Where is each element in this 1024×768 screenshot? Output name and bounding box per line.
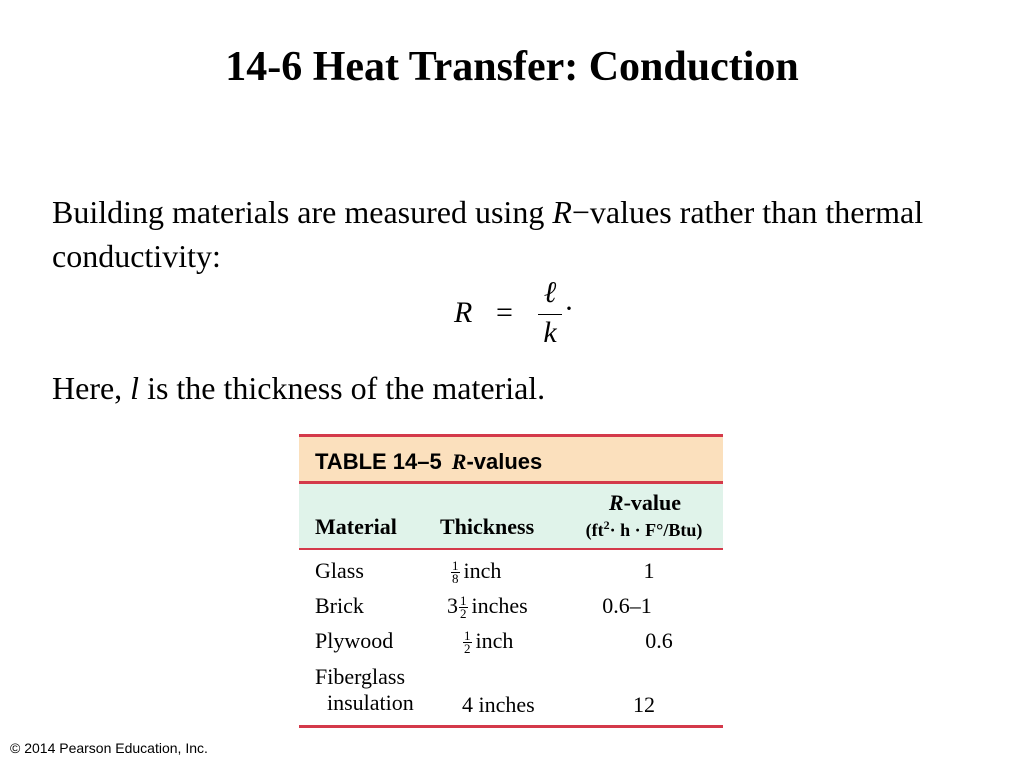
cell-material: Glass — [315, 558, 364, 583]
thickness-note — [52, 366, 972, 410]
table-bottom-rule — [299, 725, 723, 728]
header-rvalue — [575, 490, 715, 516]
cell-thickness — [462, 628, 513, 655]
header-thickness: Thickness — [440, 514, 535, 539]
formula-lhs: R — [454, 296, 473, 329]
cell-material: Plywood — [315, 628, 394, 653]
cell-thickness — [450, 558, 501, 585]
here-l-variable: l — [130, 370, 140, 406]
table-caption-label: TABLE 14–5 — [315, 449, 442, 474]
thickness-unit: inch — [463, 558, 502, 583]
fraction-denominator: 2 — [460, 606, 467, 622]
thickness-fraction — [451, 560, 460, 585]
table-caption-r: R — [451, 449, 467, 474]
fraction-numerator: 1 — [452, 558, 459, 574]
cell-material: Brick — [315, 593, 364, 618]
here-prefix: Here, — [52, 370, 131, 406]
fraction-denominator: 2 — [464, 641, 471, 657]
table-row — [299, 664, 723, 724]
thickness-unit: inch — [475, 628, 514, 653]
table-caption-band — [299, 434, 723, 484]
formula-trailing-dot: · — [564, 292, 574, 325]
cell-material — [315, 664, 414, 716]
table-row — [299, 558, 723, 592]
header-rvalue-r: R — [608, 490, 624, 515]
formula-denominator: k — [543, 316, 557, 349]
formula-numerator: ℓ — [543, 276, 557, 309]
copyright-notice: © 2014 Pearson Education, Inc. — [10, 740, 208, 756]
fraction-numerator: 1 — [464, 628, 471, 644]
thickness-fraction — [459, 595, 468, 620]
cell-rvalue: 0.6–1 — [602, 593, 652, 618]
table-row — [299, 593, 723, 627]
formula-equals: = — [496, 296, 513, 329]
header-rvalue-suffix: -value — [623, 490, 682, 515]
cell-thickness — [447, 593, 528, 620]
cell-rvalue: 1 — [643, 558, 655, 583]
intro-paragraph — [52, 190, 972, 278]
thickness-unit: inches — [471, 593, 528, 618]
material-line-1: Fiberglass — [315, 664, 406, 689]
header-units-prefix: (ft — [585, 520, 604, 540]
cell-rvalue: 0.6 — [645, 628, 673, 653]
here-suffix: is the thickness of the material. — [139, 370, 546, 406]
material-line-2: insulation — [327, 690, 414, 715]
header-units-exponent: 2 — [603, 518, 610, 532]
cell-thickness: 4 inches — [462, 692, 535, 717]
table-row — [299, 628, 723, 662]
table-header-band — [299, 484, 723, 550]
table-caption-suffix: -values — [466, 449, 543, 474]
fraction-numerator: 1 — [460, 593, 467, 609]
intro-suffix: −values rather than thermal conductivity: — [52, 194, 924, 274]
header-material: Material — [315, 514, 397, 539]
cell-rvalue: 12 — [633, 692, 655, 717]
slide-title: 14-6 Heat Transfer: Conduction — [225, 44, 799, 90]
formula-fraction-bar — [538, 314, 562, 315]
intro-prefix: Building materials are measured using — [52, 194, 553, 230]
r-values-table — [299, 434, 723, 728]
header-units-suffix: · h · F°/Btu) — [609, 520, 703, 540]
table-caption — [315, 449, 542, 475]
intro-r-variable: R — [552, 194, 572, 230]
thickness-whole: 3 — [447, 593, 458, 618]
header-units — [569, 518, 719, 541]
fraction-denominator: 8 — [452, 571, 459, 587]
thickness-fraction — [463, 630, 472, 655]
